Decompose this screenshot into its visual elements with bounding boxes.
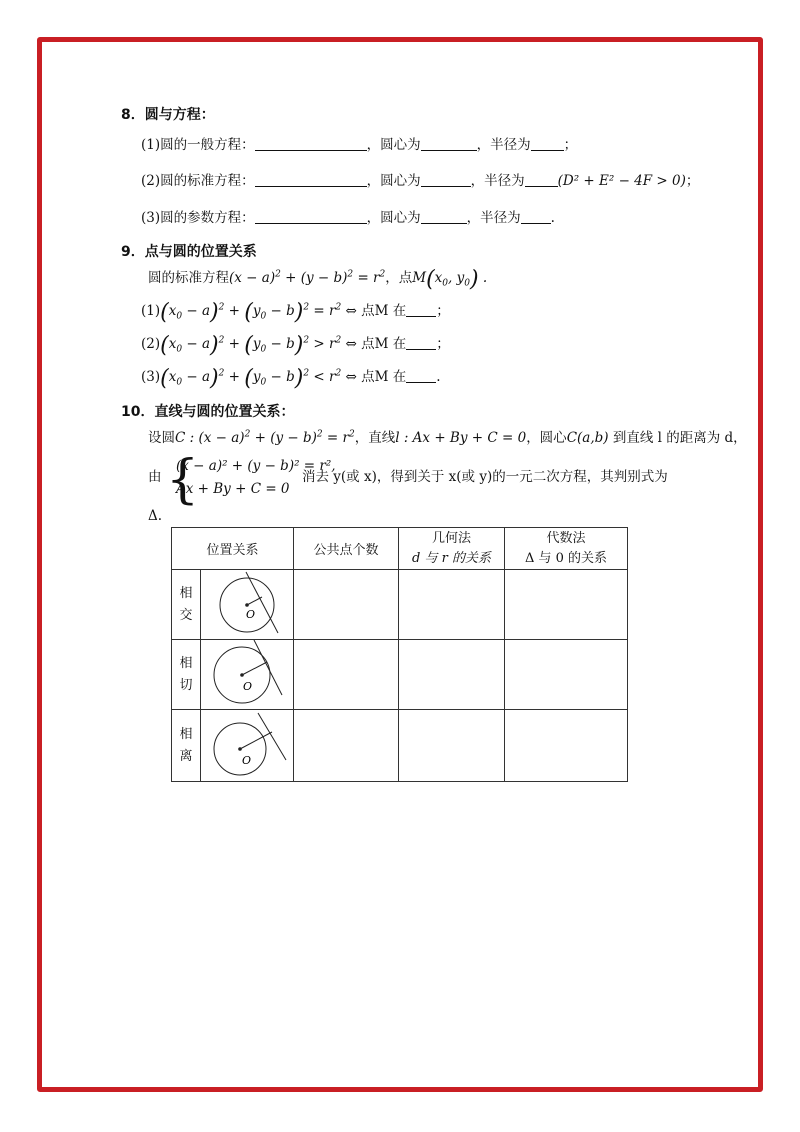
item-2-radius-label: ，半径为 [470, 173, 525, 189]
header-geometry [399, 528, 505, 570]
section-10-line-3: Δ. [148, 508, 163, 524]
row-label-bottom: 离 [179, 748, 193, 764]
row-label-tangent [172, 640, 201, 710]
section-10-line-2-prefix: 由 [148, 469, 162, 485]
system-eq-2: Ax + By + C = 0 [176, 481, 290, 497]
relation-symbol: < [313, 369, 325, 385]
blank-position[interactable] [406, 335, 436, 350]
blank-standard-equation[interactable] [255, 172, 367, 187]
relation-formula: $(x_0 - a)^2 + (y_0 - b)^2 = r^2$ [160, 300, 342, 325]
separate-diagram [202, 710, 292, 777]
circle-formula: C : $(x - a)^2 + (y - b)^2 = r^2$ [175, 429, 355, 446]
item-suffix: ⇔ 点M 在 [345, 369, 407, 385]
line-formula: l : Ax + By + C = 0 [395, 430, 527, 446]
item-1-prefix: (1)圆的一般方程： [141, 137, 255, 153]
item-end: ； [436, 336, 450, 352]
cell-tangent-algebra[interactable] [505, 640, 628, 710]
section-9-item-1 [141, 301, 450, 323]
section-9-title: 9．点与圆的位置关系 [121, 244, 257, 260]
line1-prefix: 设圆 [148, 430, 175, 446]
line1-end: 到直线 l 的距离为 d， [612, 430, 747, 446]
blank-general-equation[interactable] [255, 136, 367, 151]
table-row [172, 640, 628, 710]
section-10-line-2-text: 消去 y(或 x)，得到关于 x(或 y)的一元二次方程，其判别式为 [302, 469, 668, 485]
item-3-radius-label: ，半径为 [466, 210, 521, 226]
relation-table [171, 527, 628, 782]
item-prefix: (2) [141, 336, 161, 352]
row-label-top: 相 [179, 726, 193, 742]
cell-intersect-algebra[interactable] [505, 570, 628, 640]
table-row [172, 570, 628, 640]
item-1-center-label: ，圆心为 [366, 137, 421, 153]
section-8-title: 8．圆与方程： [121, 107, 215, 123]
point-m-formula: $M(x_0$, $y_0$) . [412, 267, 488, 292]
row-label-bottom: 切 [179, 677, 193, 693]
header-common-points: 公共点个数 [294, 528, 399, 570]
cell-intersect-geometry[interactable] [399, 570, 505, 640]
blank-position[interactable] [406, 302, 436, 317]
row-label-intersect [172, 570, 201, 640]
relation-formula: $(x_0 - a)^2 + (y_0 - b)^2 < r^2$ [160, 366, 342, 391]
section-8-item-3 [141, 208, 555, 228]
blank-radius[interactable] [531, 136, 564, 151]
figure-tangent [201, 640, 294, 710]
item-1-end: ； [563, 137, 578, 153]
section-8-item-2 [141, 171, 699, 191]
item-suffix: ⇔ 点M 在 [345, 303, 407, 319]
relation-symbol: = [313, 303, 325, 319]
item-prefix: (3) [141, 369, 161, 385]
header-geometry-line-1: 几何法 [431, 530, 471, 546]
cell-separate-common-points[interactable] [294, 710, 399, 782]
header-geometry-line-2: d 与 r 的关系 [412, 550, 491, 566]
item-1-radius-label: ，半径为 [476, 137, 531, 153]
blank-radius[interactable] [521, 209, 551, 224]
blank-parametric-equation[interactable] [255, 209, 367, 224]
item-prefix: (1) [141, 303, 161, 319]
cell-separate-geometry[interactable] [399, 710, 505, 782]
blank-center[interactable] [421, 172, 471, 187]
intersect-diagram [202, 570, 292, 635]
header-algebra [505, 528, 628, 570]
cell-separate-algebra[interactable] [505, 710, 628, 782]
cell-tangent-geometry[interactable] [399, 640, 505, 710]
center-label: O [246, 608, 256, 621]
line1-mid: ，直线 [354, 430, 396, 446]
header-algebra-line-2: Δ 与 0 的关系 [524, 550, 608, 566]
section-10-title: 10．直线与圆的位置关系： [121, 404, 295, 420]
intro-mid: ，点 [385, 270, 413, 286]
row-label-separate [172, 710, 201, 782]
table-row [172, 710, 628, 782]
blank-center[interactable] [421, 209, 467, 224]
relation-symbol: > [313, 336, 325, 352]
blank-position[interactable] [406, 368, 436, 383]
item-2-end: ； [685, 173, 700, 189]
section-9-intro [148, 268, 487, 290]
cell-tangent-common-points[interactable] [294, 640, 399, 710]
intro-prefix: 圆的标准方程 [148, 270, 229, 286]
item-3-end: . [550, 210, 555, 226]
tangent-diagram [202, 640, 292, 705]
section-10-line-1 [148, 428, 747, 448]
row-label-top: 相 [179, 655, 193, 671]
blank-center[interactable] [421, 136, 477, 151]
item-2-prefix: (2)圆的标准方程： [141, 173, 255, 189]
header-position: 位置关系 [172, 528, 294, 570]
cell-intersect-common-points[interactable] [294, 570, 399, 640]
section-8-item-1 [141, 135, 577, 155]
item-3-center-label: ，圆心为 [366, 210, 421, 226]
standard-equation-formula: $(x - a)^2 + (y - b)^2 = r^2$ [229, 269, 386, 286]
line1-mid2: ，圆心 [526, 430, 567, 446]
section-9-item-3 [141, 367, 441, 389]
center-label: O [242, 754, 252, 767]
figure-separate [201, 710, 294, 782]
center-formula: C(a,b) [566, 430, 609, 446]
center-label: O [243, 680, 253, 693]
item-suffix: ⇔ 点M 在 [345, 336, 407, 352]
section-9-item-2 [141, 334, 450, 356]
row-label-bottom: 交 [179, 607, 193, 623]
item-2-center-label: ，圆心为 [366, 173, 421, 189]
item-3-prefix: (3)圆的参数方程： [141, 210, 255, 226]
table-header-row [172, 528, 628, 570]
item-2-condition: (D² + E² − 4F > 0) [557, 173, 686, 189]
item-end: ； [436, 303, 450, 319]
row-label-top: 相 [179, 585, 193, 601]
relation-formula: $(x_0 - a)^2 + (y_0 - b)^2 > r^2$ [160, 333, 342, 358]
header-algebra-line-1: 代数法 [546, 530, 586, 546]
item-end: . [436, 369, 441, 385]
figure-intersect [201, 570, 294, 640]
blank-radius[interactable] [525, 172, 558, 187]
system-brace: { [166, 450, 200, 510]
system-eq-1: (x − a)² + (y − b)² = r², [176, 458, 336, 474]
